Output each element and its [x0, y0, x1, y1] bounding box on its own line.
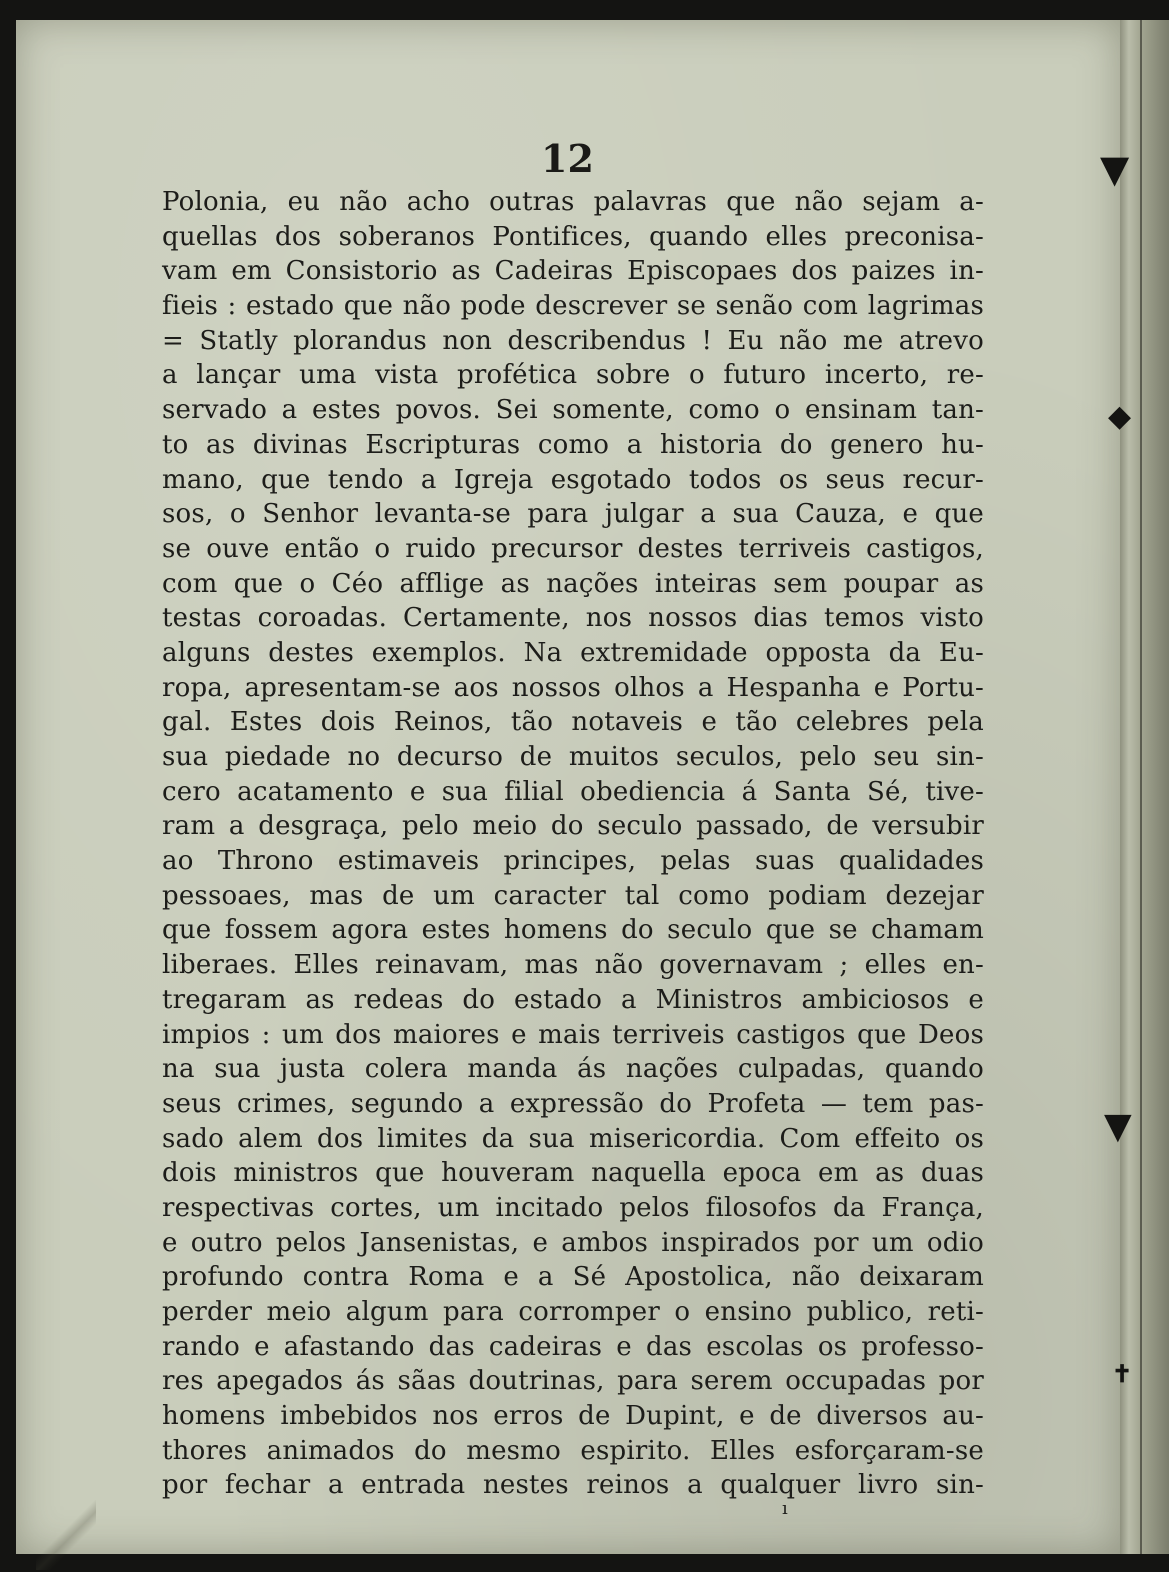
edge-ink-mark-upper: ◆ — [1108, 399, 1132, 434]
paper-sheet — [16, 20, 1120, 1554]
text-line: res apegados ás sãas doutrinas, para serem occupadas por — [162, 1366, 984, 1397]
text-line: alguns destes exemplos. Na extremidade opposta da Eu- — [162, 637, 984, 668]
text-line: a lançar uma vista profética sobre o futuro incerto, re- — [162, 360, 984, 391]
text-line: ropa, apresentam-se aos nossos olhos a Hespanha e Portu- — [162, 672, 984, 703]
text-line: Polonia, eu não acho outras palavras que não sejam a- — [162, 187, 984, 217]
text-line: fieis : estado que não pode descrever se senão com lagrimas — [162, 291, 984, 322]
text-line: sos, o Senhor levanta-se para julgar a sua Cauza, e que — [162, 499, 984, 530]
edge-ink-mark-lower: ▼ — [1104, 1105, 1132, 1147]
text-line: sado alem dos limites da sua misericordia. Com effeito os — [162, 1123, 984, 1154]
signature-mark: ı — [782, 1498, 788, 1519]
text-line: perder meio algum para corromper o ensino publico, reti- — [162, 1297, 984, 1327]
text-line: com que o Céo afflige as nações inteiras sem poupar as — [162, 568, 984, 599]
text-line: que fossem agora estes homens do seculo que se chamam — [162, 915, 984, 946]
text-line: liberaes. Elles reinavam, mas não governavam ; elles en- — [162, 950, 984, 981]
binding-line — [1140, 20, 1142, 1554]
text-line: profundo contra Roma e a Sé Apostolica, não deixaram — [162, 1262, 984, 1293]
text-line: respectivas cortes, um incitado pelos filosofos da França, — [162, 1192, 984, 1223]
text-line: por fechar a entrada nestes reinos a qualquer livro sin- — [162, 1470, 984, 1501]
text-line: servado a estes povos. Sei somente, como o ensinam tan- — [162, 395, 984, 426]
text-line: ao Throno estimaveis principes, pelas suas qualidades — [162, 846, 984, 877]
text-line: ram a desgraça, pelo meio do seculo passado, de versubir — [162, 811, 984, 842]
text-line: se ouve então o ruido precursor destes terriveis castigos, — [162, 533, 984, 564]
text-line: to as divinas Escripturas como a historia do genero hu- — [162, 429, 984, 460]
body-text — [162, 185, 984, 1503]
text-line: vam em Consistorio as Cadeiras Episcopaes dos paizes in- — [162, 256, 984, 287]
text-line: rando e afastando das cadeiras e das escolas os professo- — [162, 1331, 984, 1362]
text-line: testas coroadas. Certamente, nos nossos dias temos visto — [162, 603, 984, 634]
text-line: homens imbebidos nos erros de Dupint, e de diversos au- — [162, 1401, 984, 1432]
text-line: impios : um dos maiores e mais terriveis castigos que Deos — [162, 1019, 984, 1050]
page-number: 12 — [541, 136, 594, 181]
text-line: tregaram as redeas do estado a Ministros ambiciosos e — [162, 984, 984, 1015]
text-line: sua piedade no decurso de muitos seculos, pelo seu sin- — [162, 742, 984, 772]
edge-ink-mark-bottom: ✝ — [1112, 1359, 1133, 1388]
text-line: pessoaes, mas de um caracter tal como podiam dezejar — [162, 880, 984, 911]
adjacent-page-edge — [1120, 20, 1169, 1554]
page-fold — [36, 1500, 96, 1570]
text-line: mano, que tendo a Igreja esgotado todos os seus recur- — [162, 464, 984, 495]
text-line: seus crimes, segundo a expressão do Profeta — tem pas- — [162, 1088, 984, 1119]
text-line: dois ministros que houveram naquella epoca em as duas — [162, 1158, 984, 1189]
text-line: quellas dos soberanos Pontifices, quando elles preconisa- — [162, 221, 984, 252]
text-line: na sua justa colera manda ás nações culpadas, quando — [162, 1054, 984, 1085]
text-line: cero acatamento e sua filial obediencia á Santa Sé, tive- — [162, 776, 984, 807]
text-line: = Statly plorandus non describendus ! Eu não me atrevo — [162, 325, 984, 356]
text-line: e outro pelos Jansenistas, e ambos inspirados por um odio — [162, 1227, 984, 1258]
text-line: thores animados do mesmo espirito. Elles esforçaram-se — [162, 1435, 984, 1466]
edge-ink-mark-top: ▼ — [1100, 146, 1130, 191]
text-line: gal. Estes dois Reinos, tão notaveis e tão celebres pela — [162, 707, 984, 738]
